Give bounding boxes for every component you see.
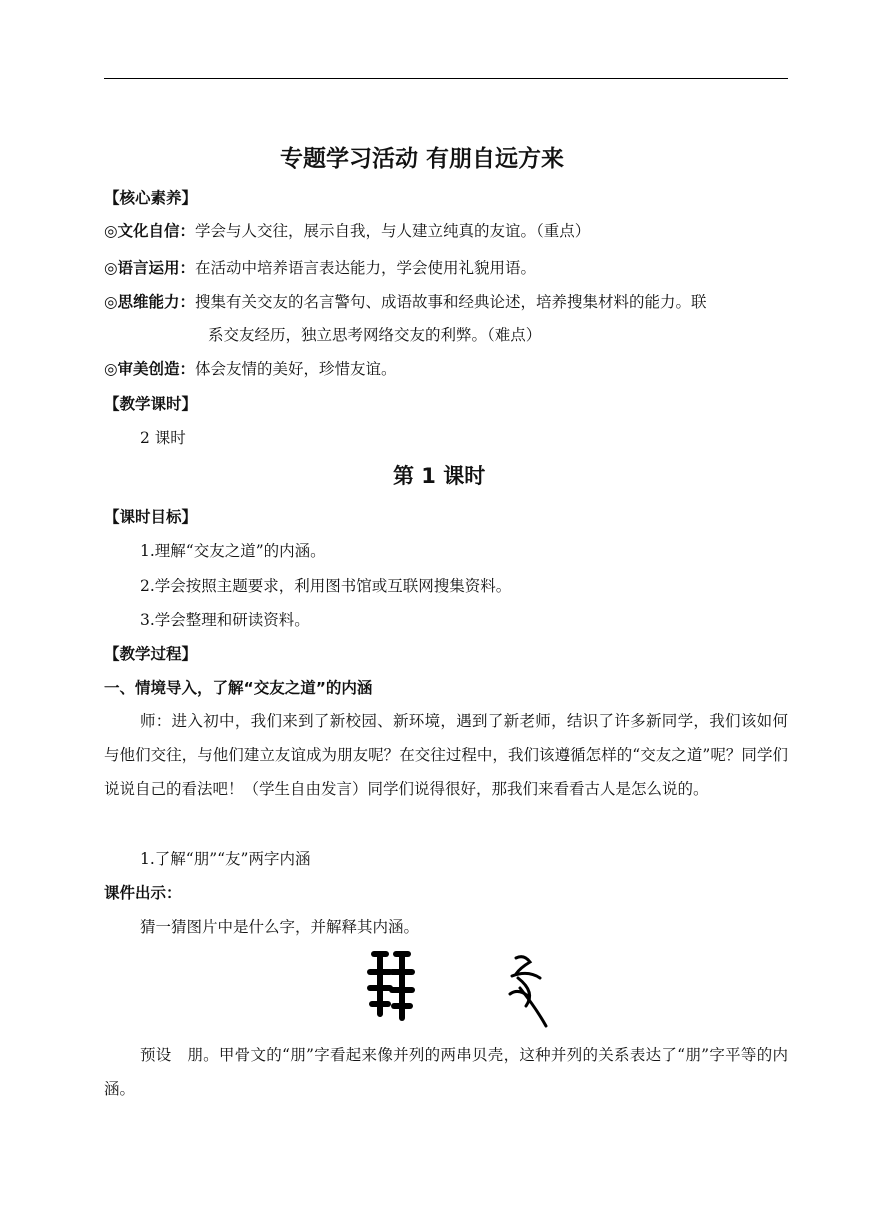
preset-paragraph: 预设 朋。甲骨文的“朋”字看起来像并列的两串贝壳，这种并列的关系表达了“朋”字平等的内涵。 xyxy=(104,1046,788,1098)
goal-item: 3.学会整理和研读资料。 xyxy=(140,611,310,629)
literacy-text: 学会与人交往，展示自我，与人建立纯真的友谊。（重点） xyxy=(195,222,591,240)
page-title: 专题学习活动 有朋自远方来 xyxy=(280,146,565,172)
courseware-label: 课件出示： xyxy=(104,884,182,902)
hours-value: 2 课时 xyxy=(140,429,186,447)
literacy-item xyxy=(104,258,536,278)
literacy-item xyxy=(104,359,397,379)
literacy-label: ◎语言运用： xyxy=(104,259,196,277)
literacy-label: ◎思维能力： xyxy=(104,293,196,311)
header-rule xyxy=(104,78,788,79)
literacy-text-cont: 系交友经历，独立思考网络交友的利弊。（难点） xyxy=(208,326,542,344)
literacy-item xyxy=(104,221,590,241)
section-teaching-hours: 【教学课时】 xyxy=(104,395,198,413)
literacy-text: 在活动中培养语言表达能力，学会使用礼貌用语。 xyxy=(195,259,537,277)
literacy-label: ◎文化自信： xyxy=(104,222,196,240)
literacy-item xyxy=(104,292,707,312)
literacy-label: ◎审美创造： xyxy=(104,360,196,378)
section-core-literacy: 【核心素养】 xyxy=(104,189,198,207)
lesson-title: 第 1 课时 xyxy=(393,464,486,488)
ancient-glyphs-image xyxy=(360,948,560,1038)
goal-item: 1.理解“交友之道”的内涵。 xyxy=(140,542,326,560)
section-lesson-goals: 【课时目标】 xyxy=(104,508,198,526)
literacy-text: 搜集有关交友的名言警句、成语故事和经典论述，培养搜集材料的能力。联 xyxy=(195,293,707,311)
literacy-text: 体会友情的美好，珍惜友谊。 xyxy=(195,360,397,378)
oracle-peng-glyph xyxy=(360,948,560,1034)
section-teaching-process: 【教学过程】 xyxy=(104,645,198,663)
subsection-title: 1.了解“朋”“友”两字内涵 xyxy=(140,850,311,868)
goal-item: 2.学会按照主题要求，利用图书馆或互联网搜集资料。 xyxy=(140,577,512,595)
step1-heading: 一、情境导入，了解“交友之道”的内涵 xyxy=(104,679,373,697)
guess-prompt: 猜一猜图片中是什么字，并解释其内涵。 xyxy=(140,918,420,936)
teacher-paragraph: 师：进入初中，我们来到了新校园、新环境，遇到了新老师，结识了许多新同学，我们该如何与他们交往，与他们建立友谊成为朋友呢？在交往过程中，我们该遵循怎样的“交友之道”呢？同学们说说自己的看法吧！（学生自由发言）同学们说得很好，那我们来看看古人是怎么说的。 xyxy=(104,712,788,798)
